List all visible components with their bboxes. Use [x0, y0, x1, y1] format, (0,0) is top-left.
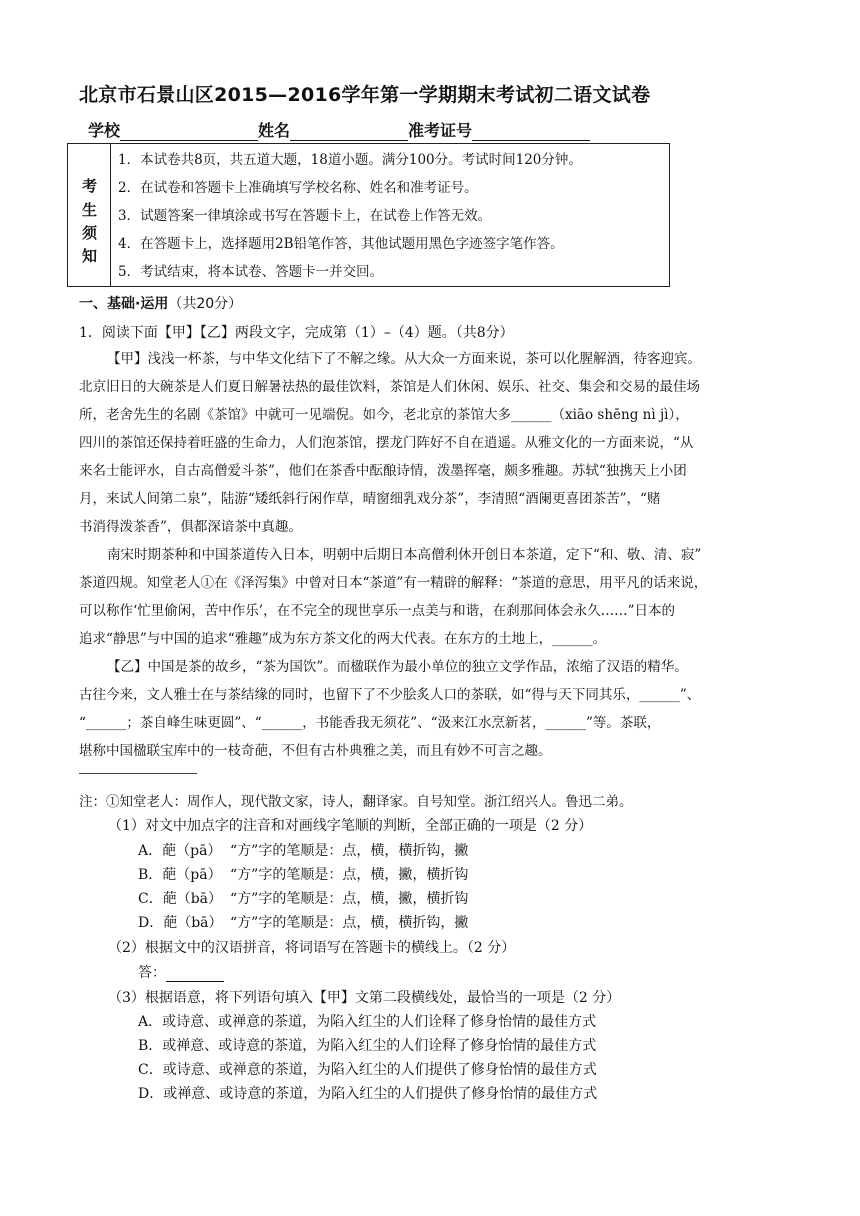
text-line: 北京旧日的大碗茶是人们夏日解暑祛热的最佳饮料，茶馆是人们休闲、娱乐、社交、集会和交易的最佳场: [79, 379, 700, 395]
side-char: 考: [82, 177, 98, 195]
option-pinyin: B．葩（pā）: [138, 867, 222, 883]
instruction-item: 2．在试卷和答题卡上准确填写学校名称、姓名和准考证号。: [118, 180, 478, 196]
text-line: 所，老舍先生的名剧《茶馆》中就可一见端倪。如今，老北京的茶馆大多______（xiāo shēng nì jì），: [79, 407, 689, 423]
sub-question-1-stem: （1）对文中加点字的注音和对画线字笔顺的判断，全部正确的一项是（2 分）: [108, 818, 593, 834]
answer-blank: [166, 968, 224, 982]
text-line: “______；茶自峰生味更圆”、“______，书能香我无须花”、“汲来江水烹新茗，______”等。茶联，: [79, 715, 661, 731]
instruction-item: 4．在答题卡上，选择题用2B铅笔作答，其他试题用黑色字迹签字笔作答。: [118, 236, 564, 252]
name-blank: [290, 125, 408, 141]
text-line: 【甲】浅浅一杯茶，与中华文化结下了不解之缘。从大众一方面来说，茶可以化腥解酒，待客迎宾。: [107, 351, 701, 367]
instruction-item: 3．试题答案一律填涂或书写在答题卡上，在试卷上作答无效。: [118, 208, 492, 224]
question-1-stem: 1．阅读下面【甲】【乙】两段文字，完成第（1）–（4）题。（共8分）: [79, 325, 514, 341]
passage-jia-paragraph-1: [79, 349, 779, 545]
sub-question-1-option: [138, 840, 468, 860]
text-line: 【乙】中国是茶的故乡，“茶为国饮”。而楹联作为最小单位的独立文学作品，浓缩了汉语的精华。: [107, 659, 688, 675]
option-pinyin: D．葩（bā）: [138, 915, 223, 931]
sub-question-1-option: [138, 912, 468, 932]
instruction-item: 1．本试卷共8页，共五道大题，18道小题。满分100分。考试时间120分钟。: [118, 152, 582, 168]
side-char: 须: [82, 224, 98, 242]
option-stroke-order: “方”字的笔顺是：点，横，撇，横折钩: [230, 867, 469, 883]
text-line: 月，来试人间第二泉”，陆游“矮纸斜行闲作草，晴窗细乳戏分茶”，李清照“酒阑更喜团茶苦”，“赌: [79, 491, 661, 507]
section-title: 一、基础·运用: [79, 296, 169, 312]
passage-yi: [79, 657, 779, 769]
instructions-list: [118, 150, 582, 290]
school-blank: [120, 125, 258, 141]
exam-id-label: 准考证号: [408, 121, 473, 140]
text-line: 堪称中国楹联宝库中的一枝奇葩，不但有古朴典雅之美，而且有妙不可言之趣。: [79, 743, 552, 759]
sub-question-3-option: B．或禅意、或诗意的茶道，为陷入红尘的人们诠释了修身怡情的最佳方式: [138, 1038, 597, 1054]
option-pinyin: A．葩（pā）: [138, 843, 222, 859]
passage-jia-paragraph-2: [79, 545, 779, 657]
footnote: 注：①知堂老人：周作人，现代散文家，诗人，翻译家。自号知堂。浙江绍兴人。鲁迅二弟。: [79, 794, 633, 810]
text-line: 追求“静思”与中国的追求“雅趣”成为东方茶文化的两大代表。在东方的土地上，______。: [79, 631, 607, 647]
sub-question-2-answer: [138, 962, 224, 982]
sub-question-3-option: C．或诗意、或禅意的茶道，为陷入红尘的人们提供了修身怡情的最佳方式: [138, 1062, 597, 1078]
text-line: 可以称作‘忙里偷闲，苦中作乐’，在不完全的现世享乐一点美与和谐，在刹那间体会永久……”日本的: [79, 603, 675, 619]
name-label: 姓名: [258, 121, 291, 140]
option-stroke-order: “方”字的笔顺是：点，横，横折钩，撇: [230, 843, 469, 859]
exam-id-blank: [472, 125, 590, 141]
text-line: 来名士能评水，自古高僧爱斗茶”，他们在茶香中酝酿诗情，泼墨挥毫，颇多雅趣。苏轼“独携天上小团: [79, 463, 687, 479]
text-line: 南宋时期茶种和中国茶道传入日本，明朝中后期日本高僧利休开创日本茶道，定下“和、敬、清、寂”: [107, 547, 702, 563]
section-heading: [79, 293, 242, 313]
instructions-side-label: [68, 144, 111, 286]
sub-question-3-option: D．或禅意、或诗意的茶道，为陷入红尘的人们提供了修身怡情的最佳方式: [138, 1086, 598, 1102]
sub-question-1-option: [138, 888, 468, 908]
option-pinyin: C．葩（bā）: [138, 891, 223, 907]
side-char: 生: [82, 201, 98, 219]
school-label: 学校: [88, 121, 121, 140]
option-stroke-order: “方”字的笔顺是：点，横，横折钩，撇: [230, 915, 469, 931]
sub-question-3-stem: （3）根据语意，将下列语句填入【甲】文第二段横线处，最恰当的一项是（2 分）: [108, 990, 621, 1006]
sub-question-2-stem: （2）根据文中的汉语拼音，将词语写在答题卡的横线上。（2 分）: [108, 940, 516, 956]
exam-instructions-box: [67, 143, 670, 287]
page-title: 北京市石景山区2015—2016学年第一学期期末考试初二语文试卷: [79, 84, 651, 106]
student-info-row: [88, 118, 590, 141]
sub-question-3-option: A．或诗意、或禅意的茶道，为陷入红尘的人们诠释了修身怡情的最佳方式: [138, 1014, 597, 1030]
text-line: 四川的茶馆还保持着旺盛的生命力，人们泡茶馆，摆龙门阵好不自在逍遥。从雅文化的一方面来说，“从: [79, 435, 694, 451]
text-line: 书消得泼茶香”，俱都深谙茶中真趣。: [79, 519, 302, 535]
text-line: 古往今来，文人雅士在与茶结缘的同时，也留下了不少脍炙人口的茶联，如“得与天下同其乐，______”、: [79, 687, 701, 703]
answer-label: 答：: [138, 965, 166, 981]
option-stroke-order: “方”字的笔顺是：点，横，撇，横折钩: [230, 891, 469, 907]
side-char: 知: [82, 247, 98, 265]
footnote-divider: [79, 773, 197, 774]
instruction-item: 5．考试结束，将本试卷、答题卡一并交回。: [118, 264, 384, 280]
section-score: （共20分）: [168, 296, 243, 312]
sub-question-1-option: [138, 864, 468, 884]
text-line: 茶道四规。知堂老人①在《泽泻集》中曾对日本“茶道”有一精辟的解释：“茶道的意思，用平凡的话来说，: [79, 575, 708, 591]
